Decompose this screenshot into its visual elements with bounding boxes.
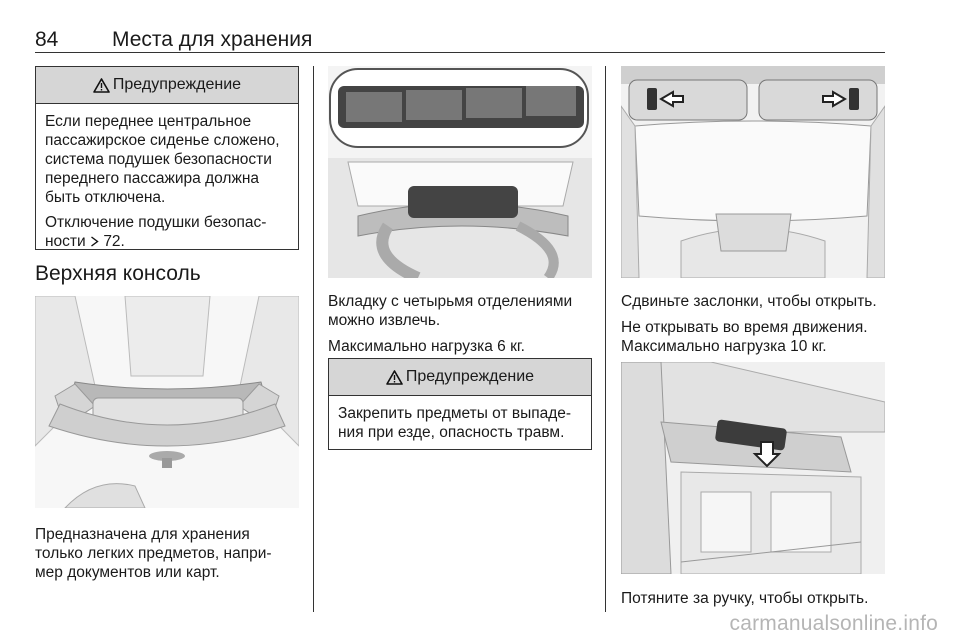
warning-heading: Предупреждение — [405, 368, 535, 385]
caption — [35, 525, 272, 582]
warning-header — [36, 67, 298, 104]
overhead-console-figure — [35, 296, 299, 508]
text-line: Вкладку с четырьмя отделениями — [328, 293, 573, 310]
text-line: мер документов или карт. — [35, 564, 220, 581]
body-paragraph: Сдвиньте заслонки, чтобы открыть. — [621, 293, 877, 310]
text-line: Не открывать во время движения. — [621, 319, 868, 336]
text-line: быть отключена. — [45, 189, 166, 206]
page-title: Места для хранения — [112, 28, 313, 51]
warning-triangle-icon — [93, 78, 110, 93]
text-line: система подушек безопасности — [45, 151, 272, 168]
pull-handle-figure — [621, 362, 885, 574]
warning-body — [329, 396, 591, 442]
sliding-covers-figure — [621, 66, 885, 278]
text-line: Если переднее центральное — [45, 113, 252, 130]
section-heading: Верхняя консоль — [35, 262, 201, 285]
warning-box — [35, 66, 299, 250]
text-line: Предназначена для хранения — [35, 526, 250, 543]
body-text — [621, 292, 877, 363]
text-line: переднего пассажира должна — [45, 170, 260, 187]
body-paragraph: Максимально нагрузка 6 кг. — [328, 338, 525, 355]
warning-box — [328, 358, 592, 450]
column-divider — [313, 66, 314, 612]
reference-arrow-icon — [90, 236, 99, 247]
text-line: Отключение подушки безопас- — [45, 214, 267, 231]
text-line: пассажирское сиденье сложено, — [45, 132, 280, 149]
watermark: carmanualsonline.info — [729, 612, 938, 635]
text-line: Максимально нагрузка 10 кг. — [621, 338, 827, 355]
text-line: только легких предметов, напри- — [35, 545, 272, 562]
body-text — [328, 292, 572, 363]
text-line: Закрепить предметы от выпаде- — [338, 405, 572, 422]
text-line: можно извлечь. — [328, 312, 441, 329]
removable-tray-figure — [328, 66, 592, 278]
caption: Потяните за ручку, чтобы открыть. — [621, 590, 869, 607]
warning-triangle-icon — [386, 370, 403, 385]
header-rule — [35, 52, 885, 53]
warning-body — [36, 104, 298, 251]
reference-link[interactable]: 72. — [103, 233, 125, 250]
text-line: ности — [45, 233, 86, 250]
page-number: 84 — [35, 28, 59, 51]
text-line: ния при езде, опасность травм. — [338, 424, 565, 441]
warning-heading: Предупреждение — [112, 76, 242, 93]
warning-header — [329, 359, 591, 396]
column-divider — [605, 66, 606, 612]
